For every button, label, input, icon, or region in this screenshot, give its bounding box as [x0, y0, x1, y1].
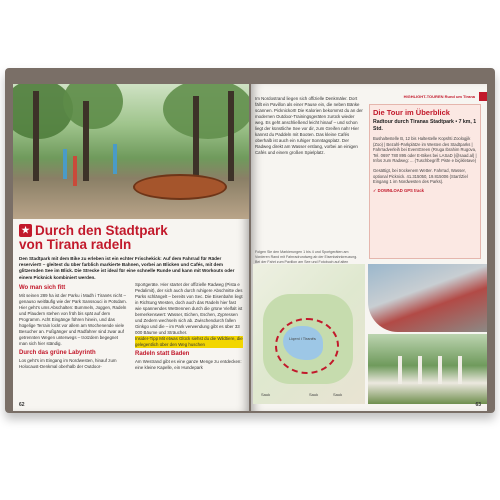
tour-overview-box: Die Tour im Überblick Radtour durch Tiranas Stadtpark • 7 km, 1 Std. Bushaltestelle B, 12 bis Haltestelle Kopshti Zoologjik (Zoo) | Bezahl-Parkplätze im Westen des Stadtparks | Fahrradverleih bei EventGreen (Rruga Ibrahim Rugova, Tel. 0697 780 895 oder E-Bikes bei LASaD (@saad.al) | Infos zum Radweg: ... (Tuschbegriff: Piste e biçikletave) Gesättigt, bei trockenem Wetter. Fahrrad, Wasser, optional Picknick. 41.315050, 19.815006 (Start/Ziel Eingang 1 im Nordwesten des Parks). ✓ DOWNLOAD GPS track: [369, 104, 481, 259]
section-tab: [479, 92, 487, 101]
download-link[interactable]: ✓ DOWNLOAD GPS track: [373, 187, 424, 193]
map-caption: Folgen Sie den Markierungen 1 bis 4 und Sportgeräten am Vorderen Rand mit Fahrradrundweg ab der Eisenbahnkreuzung. Bei der Fahrt zum Pavillon am See und Fotobuch auf alten: [255, 250, 358, 264]
page-number-left: 62: [19, 402, 25, 408]
lead-paragraph: Den Stadtpark mit dem Bike zu erleben ist ein echter Frischekick: Auf dem Fahrrad für Räder reserviert! – gleitest du über farblich markierte Bahnen, vorbei an Blicken und Cafés, mit dem glitzernden See im Blick. Die Strecke ist ideal für eine schnelle Runde und kann mit Workouts oder einem Picknick kombiniert werden.: [19, 256, 235, 280]
left-page: [13, 84, 249, 411]
tour-title: ★ Durch den Stadtpark von Tirana radeln: [19, 223, 168, 252]
left-column-a: Wo man sich fitt Mit seinen 289 ha ist der Parku i Madh i Tiranës nicht – genauso weitläufig wie der Park Sanssouci in Potsdam. Hier geht’s ums Abschalten: Bummeln, Joggen, Radeln und Plaudern stehen von früh bis spät auf dem Programm. Acht Eingänge führen hinein, und das hügelige Terrain lockt vor allem am Wochenende viele Besucher an. Fußgänger und Radfahrer sind zwar auf getrennten Wegen unterwegs – trotzdem begegnet man sich hier ständig. Durch das grüne Labyrinth Los geht’s im Eingang im Nordwesten, hinauf zum Holocaust-Denkmal oberhalb der Outdoor-: [19, 285, 127, 369]
bike-lane-photo: [368, 264, 487, 332]
park-map: Liqeni i Tiranës Sauk Sauk Sauk: [253, 264, 365, 404]
page-number-right: 63: [475, 402, 481, 408]
park-photo: [13, 84, 249, 219]
star-icon: ★: [19, 224, 32, 237]
pavilion-photo: [368, 334, 487, 404]
right-body-text: Im Nordostrand liegen sich offizielle Denkmäler. Dort fällt ein Pavillon als einer Pause ein, die neben Bänke scannen. Picknickort! Die Kalorien bekommst du an der modernen Outdoor-Trainingsgeräten zurück wieder weg. Es geht anschließend leicht hinauf – und schon liegt der künstliche See vor dir, zum Greifen nah! Hier kannst du Paddeln mit Booten. Das kleine Cafés oberhalb ist auch ein ruhiger Sonntagsplatz. Der Radweg direkt am Wasser entlang, vorbei an einigen Cafés und einem großen Spielplatz.: [255, 96, 363, 155]
bike-route: [275, 318, 339, 374]
round-bench: [133, 174, 227, 200]
insider-tip: Insider-Tipp Mit etwas Glück siehst du die Wildtiere, die gelegentlich über den Weg huschen: [135, 336, 243, 347]
right-page: [251, 84, 487, 411]
running-head: HIGHLIGHT-TOUREN Rund um Tirana: [403, 94, 475, 99]
left-column-b: Sportgeräte. Hier startet der offizielle Radweg (Pista e Pedalimit), der sich auch durch ruhigere Abschnitte des Parks schlängelt – bereits von Sec. Die Eisenbahn liegt in Richtung Westen, doch auch das Radeln hier fast wie spannendes Wettrennen durch die grüne Vielfalt ist bemerkenswert: Wasser, Eichen, Eschen, Zypressen und Zedern wechseln sich ab. Zwischendurch fallen Ginkgo und die – im Park verwendung gibt es über 33 000 Bäume und Sträucher. Insider-Tipp Mit etwas Glück siehst du die Wildtiere, die gelegentlich über den Weg huschen Radeln statt Baden Am Westrand gibt es eine ganze Menge zu entdecken: eine kleine Kapelle, ein Hundepark: [135, 282, 243, 370]
